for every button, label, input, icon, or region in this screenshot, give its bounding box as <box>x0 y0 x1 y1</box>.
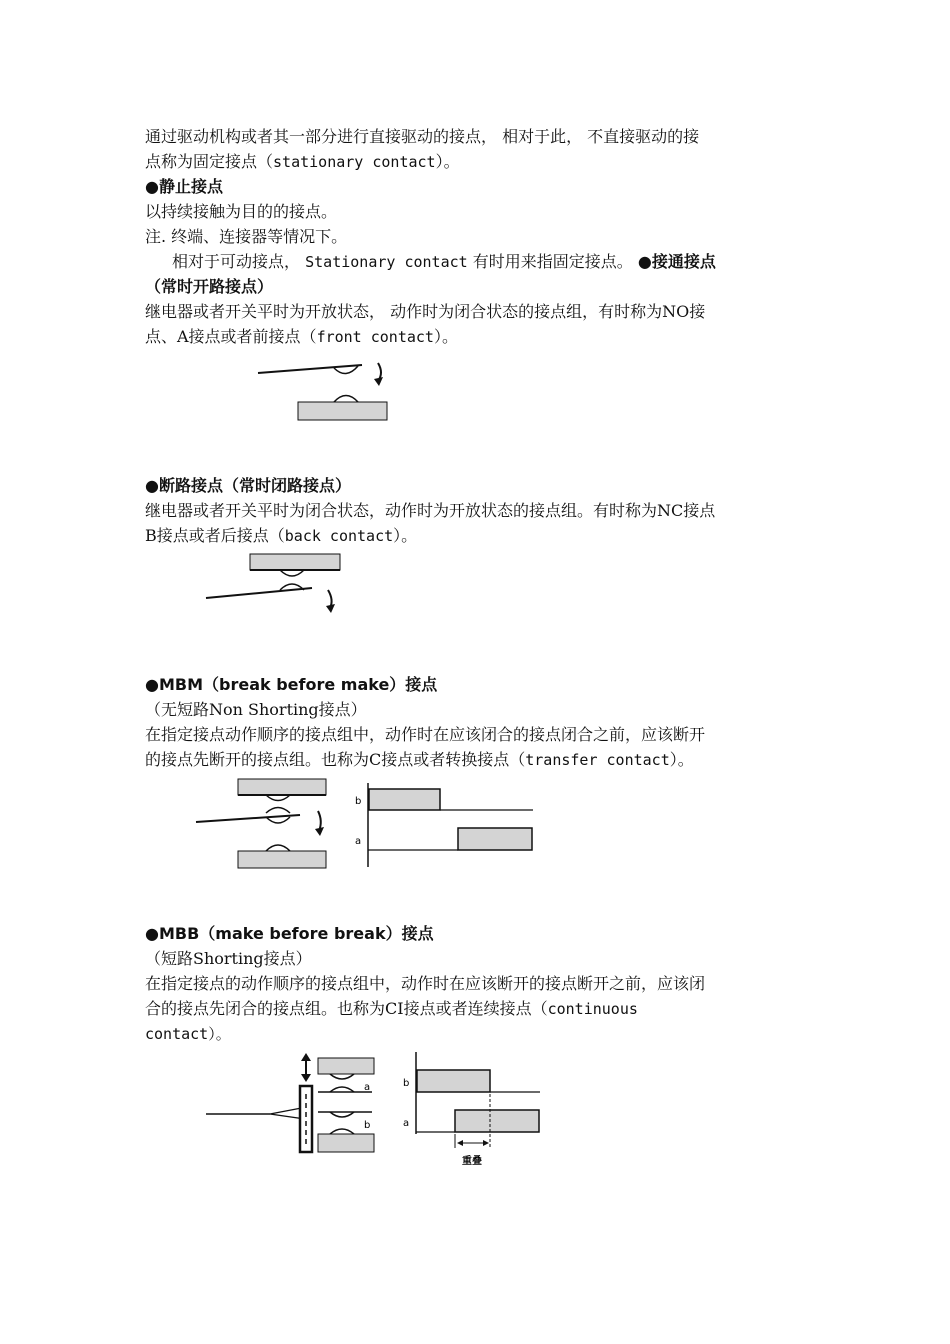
static-note: 注. 终端、连接器等情况下。 <box>145 227 348 246</box>
term-stationary: stationary contact <box>273 153 436 171</box>
mbb-line-3: contact）。 <box>145 1025 231 1043</box>
timing-label-b: b <box>403 1078 410 1089</box>
contact-a-label: a <box>364 1082 371 1093</box>
timing-b-pulse <box>369 789 440 810</box>
term-back: back contact <box>284 527 394 545</box>
term-front: front contact <box>316 328 434 346</box>
timing-label-a: a <box>403 1118 410 1129</box>
mbb-line-1: 在指定接点的动作顺序的接点组中，动作时在应该断开的接点断开之前，应该闭 <box>145 974 706 993</box>
moving-blade <box>258 365 362 373</box>
fixed-base <box>250 554 340 570</box>
static-line-3: 相对于可动接点， Stationary contact 有时用来指固定接点。 ●接通接点 <box>172 252 716 271</box>
timing-label-a: a <box>355 836 362 847</box>
lower-fixed-base <box>238 851 326 868</box>
nc-contact-diagram <box>200 552 350 618</box>
contact-b-label: b <box>364 1120 371 1131</box>
nc-line-1: 继电器或者开关平时为闭合状态，动作时为开放状态的接点组。有时称为NC接点 <box>145 501 716 520</box>
intro-line-2: 点称为固定接点（stationary contact）。 <box>145 152 460 171</box>
timing-label-b: b <box>355 796 362 807</box>
mbm-subtitle: （无短路Non Shorting接点） <box>145 700 367 719</box>
timing-a-pulse <box>455 1110 539 1132</box>
no-line-2: 点、A接点或者前接点（front contact）。 <box>145 327 458 346</box>
heading-no-contact-2: （常时开路接点） <box>145 277 274 296</box>
heading-mbm-contact: ●MBM（break before make）接点 <box>145 675 438 694</box>
upper-fixed-base <box>318 1058 374 1074</box>
mbm-line-1: 在指定接点动作顺序的接点组中，动作时在应该闭合的接点闭合之前，应该断开 <box>145 725 706 744</box>
term-continuous: continuous <box>547 1000 638 1018</box>
no-contact-diagram <box>250 355 400 425</box>
mbm-line-2: 的接点先断开的接点组。也称为C接点或者转换接点（transfer contact）。 <box>145 750 694 769</box>
lower-fixed-base <box>318 1134 374 1152</box>
lower-contact <box>334 396 358 403</box>
heading-static-contact: ●静止接点 <box>145 177 223 196</box>
mbb-subtitle: （短路Shorting接点） <box>145 949 312 968</box>
upper-fixed-base <box>238 779 326 795</box>
heading-nc-contact: ●断路接点（常时闭路接点） <box>145 476 351 495</box>
moving-blade <box>206 588 312 598</box>
intro-line-1: 通过驱动机构或者其一部分进行直接驱动的接点， 相对于此， 不直接驱动的接 <box>145 127 700 146</box>
nc-line-2: B接点或者后接点（back contact）。 <box>145 526 418 545</box>
static-line-1: 以持续接触为目的的接点。 <box>145 202 338 221</box>
timing-b-pulse <box>417 1070 490 1092</box>
fixed-base <box>298 402 387 420</box>
mbm-contact-diagram <box>190 775 540 870</box>
heading-mbb-contact: ●MBB（make before break）接点 <box>145 924 434 943</box>
overlap-label: 重叠 <box>462 1156 482 1167</box>
term-stationary-2: Stationary contact <box>305 253 468 271</box>
heading-no-contact: ●接通接点 <box>637 252 716 271</box>
mbb-line-2: 合的接点先闭合的接点组。也称为CI接点或者连续接点（continuous <box>145 999 638 1018</box>
timing-a-pulse <box>458 828 532 850</box>
term-transfer: transfer contact <box>525 751 670 769</box>
mbb-contact-diagram <box>200 1050 545 1175</box>
no-line-1: 继电器或者开关平时为开放状态， 动作时为闭合状态的接点组，有时称为NO接 <box>145 302 706 321</box>
